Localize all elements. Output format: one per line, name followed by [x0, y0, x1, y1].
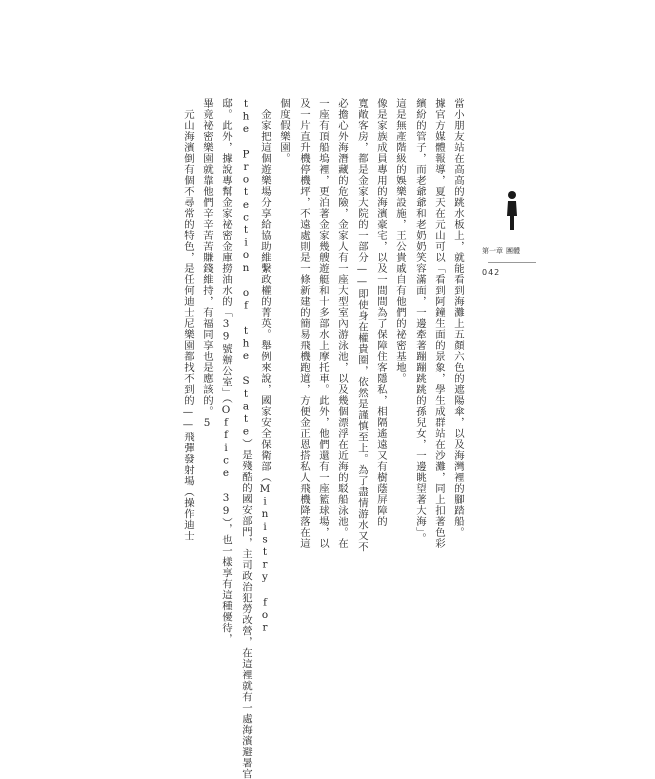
text-column: 據官方媒體報導，夏天在元山可以「看到阿鐘生面的景象，學生成群站在沙灘，同上扣著色彩: [433, 98, 445, 549]
chapter-label: 第一章: [482, 247, 503, 255]
text-column: 必擔心外海潛藏的危險，金家人有一座大型室內游泳池，以及幾個漂浮在近海的駁船泳池。在: [336, 98, 348, 549]
page-number: 042: [482, 268, 501, 277]
text-column: 像是家族成員專用的海濱豪宅，以及一間間為了保障住客隱私，相隔遙遠又有樹蔭屏障的: [375, 98, 387, 527]
text-column: 金家把這個遊樂場分享給協助維繫政權的菁英。舉例來說，國家安全保衛部（Ministry for: [259, 98, 271, 635]
chapter-title: 團體: [506, 247, 520, 255]
text-column: 繽紛的管子，而老爺爺和老奶奶笑容滿面，一邊牽著蹦蹦跳跳的孫兒女，一邊眺望著大海」。: [414, 98, 426, 544]
text-column: 及一片直升機停機坪，不遠處則是一條新建的簡易飛機跑道，方便金正恩搭私人飛機降落在這: [298, 98, 310, 549]
text-column: 元山海濱倒有個不尋常的特色，是任何迪士尼樂園都找不到的——飛彈發射場（操作迪士: [182, 98, 194, 542]
text-column: 這是無產階級的娛樂設施，王公貴戚自有他們的祕密基地。: [394, 98, 406, 384]
chapter-sidebar: [476, 180, 536, 320]
text-column: 寬敞客房，都是金家大院的一部分——即使身在權貴圈，依然是謹慎至上。為了盡情游水又不: [356, 98, 368, 553]
text-column: 個度假樂園。: [278, 98, 290, 164]
divider: [488, 262, 536, 263]
text-column: the Protection of the State）是殘酷的國安部門，主司政治犯勞改營，在這裡就有一處海濱避暑官: [240, 98, 252, 779]
text-column: 邸。此外，據說專幫金家祕密金庫撈油水的「39號辦公室」（Office 39），也一樣享有這種優待，: [220, 98, 232, 645]
body-text: [170, 98, 465, 779]
text-column: 畢竟祕密樂園就靠他們辛辛苦苦賺錢維持，有福同享也是應該的。5: [201, 98, 213, 430]
text-column: 當小朋友站在高高的跳水板上，就能看到海灘上五顏六色的遮陽傘，以及海灣裡的腳踏船。: [452, 98, 464, 538]
text-column: 一座有頂船塢裡，更泊著金家幾艘遊艇和十多部水上摩托車。此外，他們還有一座籃球場，以: [317, 98, 329, 549]
person-icon: [506, 190, 518, 230]
